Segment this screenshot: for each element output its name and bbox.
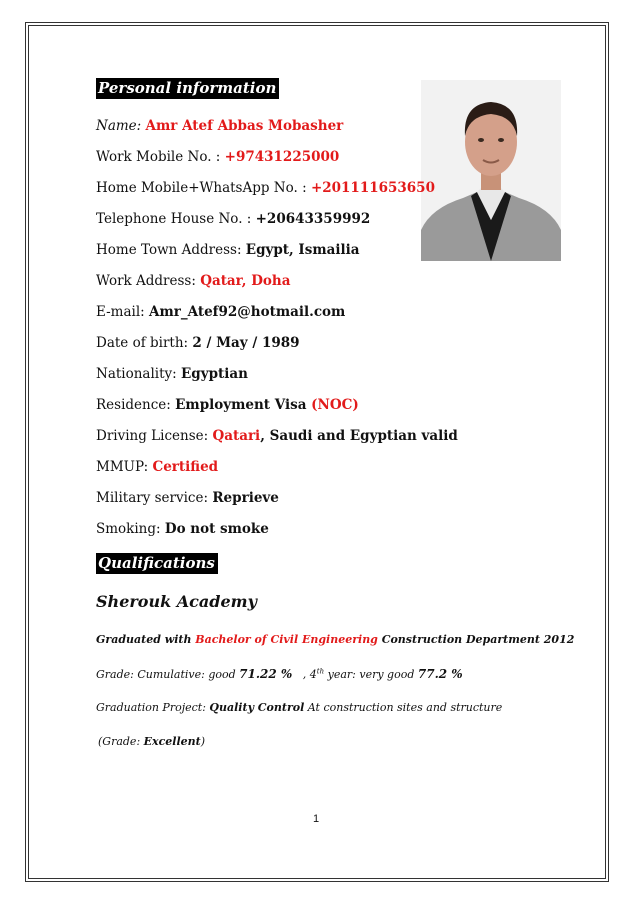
mmup-label: MMUP:	[96, 459, 153, 475]
home-address-value: Egypt, Ismailia	[245, 242, 360, 258]
cumulative-grade: 71.22 %	[239, 667, 293, 681]
final-close: )	[200, 735, 206, 748]
project-row	[96, 701, 502, 714]
military-label: Military service:	[96, 490, 213, 506]
project-suffix: At construction sites and structure	[304, 701, 503, 714]
email-label: E-mail:	[96, 304, 149, 320]
dob-label: Date of birth:	[96, 335, 193, 351]
work-address-row	[96, 273, 290, 289]
grad-prefix: Graduated with	[96, 633, 196, 646]
home-mobile-row	[96, 180, 435, 196]
smoking-label: Smoking:	[96, 521, 165, 537]
home-address-label: Home Town Address:	[96, 242, 246, 258]
email-value: Amr_Atef92@hotmail.com	[149, 304, 346, 320]
driving-rest: , Saudi and Egyptian valid	[260, 428, 458, 444]
graduation-row	[96, 633, 574, 646]
final-open: (Grade:	[98, 735, 144, 748]
final-grade-row	[98, 735, 205, 748]
name-label: Name:	[96, 118, 146, 134]
profile-photo	[421, 80, 561, 261]
residence-note: (NOC)	[311, 397, 359, 413]
academy-name: Sherouk Academy	[96, 592, 257, 611]
work-mobile-value: +97431225000	[224, 149, 340, 165]
work-address-label: Work Address:	[96, 273, 201, 289]
residence-row	[96, 397, 359, 413]
residence-value: Employment Visa	[175, 397, 312, 413]
telephone-label: Telephone House No. :	[96, 211, 256, 227]
telephone-row	[96, 211, 370, 227]
project-name: Quality Control	[209, 701, 305, 714]
nationality-row	[96, 366, 248, 382]
grade-mid: , 4	[292, 668, 317, 681]
portrait-image	[421, 80, 561, 261]
degree: Bachelor of Civil Engineering	[195, 633, 378, 646]
telephone-value: +20643359992	[255, 211, 371, 227]
military-value: Reprieve	[212, 490, 279, 506]
mmup-value: Certified	[152, 459, 219, 475]
work-mobile-label: Work Mobile No. :	[96, 149, 225, 165]
email-row	[96, 304, 345, 320]
page-number: 1	[313, 813, 320, 825]
smoking-row	[96, 521, 269, 537]
home-mobile-label: Home Mobile+WhatsApp No. :	[96, 180, 311, 196]
qualifications-heading: Qualifications	[96, 553, 218, 574]
project-prefix: Graduation Project:	[96, 701, 210, 714]
home-mobile-value: +201111653650	[310, 180, 435, 196]
grade-mid2: year: very good	[324, 668, 418, 681]
work-mobile-row	[96, 149, 339, 165]
driving-row	[96, 428, 458, 444]
driving-label: Driving License:	[96, 428, 213, 444]
name-row	[96, 118, 343, 134]
mmup-row	[96, 459, 218, 475]
residence-label: Residence:	[96, 397, 176, 413]
grade-sup: th	[316, 667, 325, 676]
military-row	[96, 490, 279, 506]
fourth-year-grade: 77.2 %	[417, 667, 463, 681]
final-grade: Excellent	[143, 735, 201, 748]
grade-row	[96, 667, 463, 681]
nationality-value: Egyptian	[181, 366, 248, 382]
driving-red: Qatari	[212, 428, 261, 444]
work-address-value: Qatar, Doha	[200, 273, 291, 289]
dob-value: 2 / May / 1989	[192, 335, 300, 351]
home-address-row	[96, 242, 360, 258]
grade-prefix: Grade: Cumulative: good	[96, 668, 240, 681]
personal-info-heading: Personal information	[96, 78, 279, 99]
grad-suffix: Construction Department 2012	[377, 633, 575, 646]
dob-row	[96, 335, 300, 351]
name-value: Amr Atef Abbas Mobasher	[145, 118, 344, 134]
nationality-label: Nationality:	[96, 366, 182, 382]
smoking-value: Do not smoke	[164, 521, 269, 537]
